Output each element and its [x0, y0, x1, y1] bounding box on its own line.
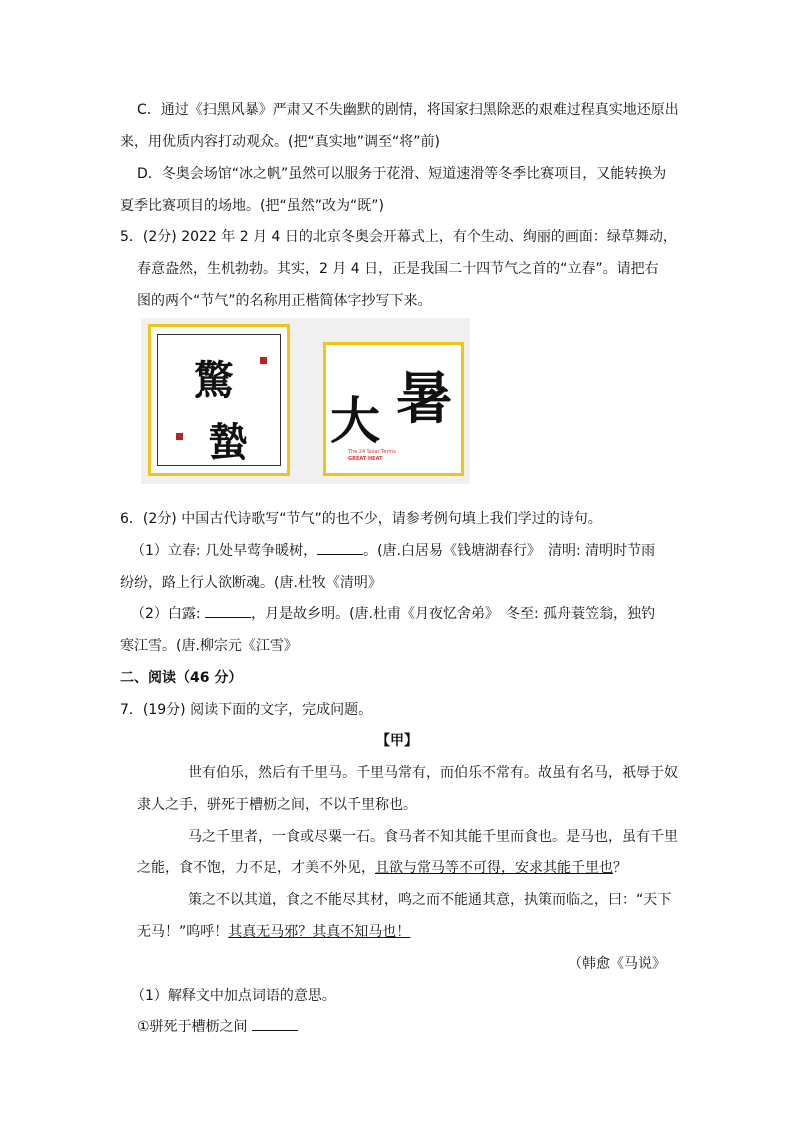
answer-blank[interactable] — [317, 542, 363, 555]
passage-p2-line2 — [137, 858, 627, 878]
section-2-heading: 二、阅读（46 分） — [120, 670, 243, 686]
p3-underlined-sentence: 其真无马邪？其真不知马也！ — [228, 924, 411, 940]
question-5-line2: 春意盎然，生机勃勃。其实，2 月 4 日，正是我国二十四节气之首的“立春”。请把右 — [137, 261, 659, 277]
q6-item2-suffix: ，月是故乡明。(唐.杜甫《月夜忆舍弟》 冬至: 孤舟蓑笠翁，独钓 — [251, 606, 656, 622]
p2-plain: 之能，食不饱，力不足，才美不外见， — [137, 860, 375, 876]
question-5-line1: 5．(2分) 2022 年 2 月 4 日的北京冬奥会开幕式上，有个生动、绚丽的画面：绿草舞动， — [120, 229, 677, 245]
question-6: 6．(2分) 中国古代诗歌写“节气”的也不少，请参考例句填上我们学过的诗句。 — [120, 511, 602, 527]
q6-item1-prefix: （1）立春: 几处早莺争暖树， — [131, 543, 318, 559]
passage-p3-line2 — [137, 922, 410, 942]
option-c-line1: C．通过《扫黑风暴》严肃又不失幽默的剧情，将国家扫黑除恶的艰难过程真实地还原出 — [137, 102, 679, 118]
seal-stamp — [260, 357, 267, 364]
p2-underlined-sentence: 且欲与常马等不可得，安求其能千里也 — [375, 860, 613, 876]
option-d-line2: 夏季比赛项目的场地。(把“虽然”改为“既”) — [120, 198, 384, 214]
question-6-item2-cont: 寒江雪。(唐.柳宗元《江雪》 — [120, 638, 298, 654]
image-caption-1: The 24 Solar Terms — [348, 449, 396, 455]
passage-p2-line1: 马之千里者，一食或尽粟一石。食马者不知其能千里而食也。是马也，虽有千里 — [188, 829, 678, 845]
p2-end: ？ — [613, 860, 627, 876]
sub-question-1-item1 — [137, 1017, 298, 1037]
jingzhe-calligraphy-image — [148, 324, 290, 476]
passage-p1-line1: 世有伯乐，然后有千里马。千里马常有，而伯乐不常有。故虽有名马，祇辱于奴 — [188, 765, 678, 781]
q6-item2-prefix: （2）白露: — [131, 606, 206, 622]
passage-source: （韩愈《马说》 — [568, 956, 666, 972]
option-c-line2: 来，用优质内容打动观众。(把“真实地”调至“将”前) — [120, 134, 440, 150]
dashu-calligraphy-image — [323, 342, 464, 476]
answer-blank[interactable] — [205, 605, 251, 618]
calligraphy-char-2: 蟄 — [208, 419, 248, 466]
answer-blank[interactable] — [252, 1018, 298, 1031]
passage-jia-label: 【甲】 — [376, 733, 418, 749]
calligraphy-char-1: 驚 — [194, 357, 234, 404]
seal-stamp — [176, 433, 183, 440]
question-6-item1-cont: 纷纷，路上行人欲断魂。(唐.杜牧《清明》 — [120, 575, 382, 591]
calligraphy-char-3: 大 — [330, 391, 380, 450]
sub1-item-text: ①骈死于槽枥之间 — [137, 1019, 253, 1035]
calligraphy-char-4: 暑 — [396, 366, 452, 432]
sub-question-1: （1）解释文中加点词语的意思。 — [131, 988, 336, 1004]
image-caption-2: GREAT HEAT — [348, 456, 383, 462]
passage-p3-line1: 策之不以其道，食之不能尽其材，鸣之而不能通其意，执策而临之，曰：“天下 — [188, 892, 672, 908]
question-5-line3: 图的两个“节气”的名称用正楷简体字抄写下来。 — [137, 293, 432, 309]
question-6-item2 — [131, 604, 655, 624]
passage-p1-line2: 隶人之手，骈死于槽枥之间，不以千里称也。 — [137, 797, 417, 813]
question-7: 7．(19分) 阅读下面的文字，完成问题。 — [120, 702, 373, 718]
p3-plain: 无马！”呜呼！ — [137, 924, 229, 940]
q6-item1-suffix: 。(唐.白居易《钱塘湖春行》 清明: 清明时节雨 — [363, 543, 656, 559]
question-6-item1 — [131, 541, 655, 561]
option-d-line1: D．冬奥会场馆“冰之帆”虽然可以服务于花滑、短道速滑等冬季比赛项目，又能转换为 — [137, 166, 667, 182]
